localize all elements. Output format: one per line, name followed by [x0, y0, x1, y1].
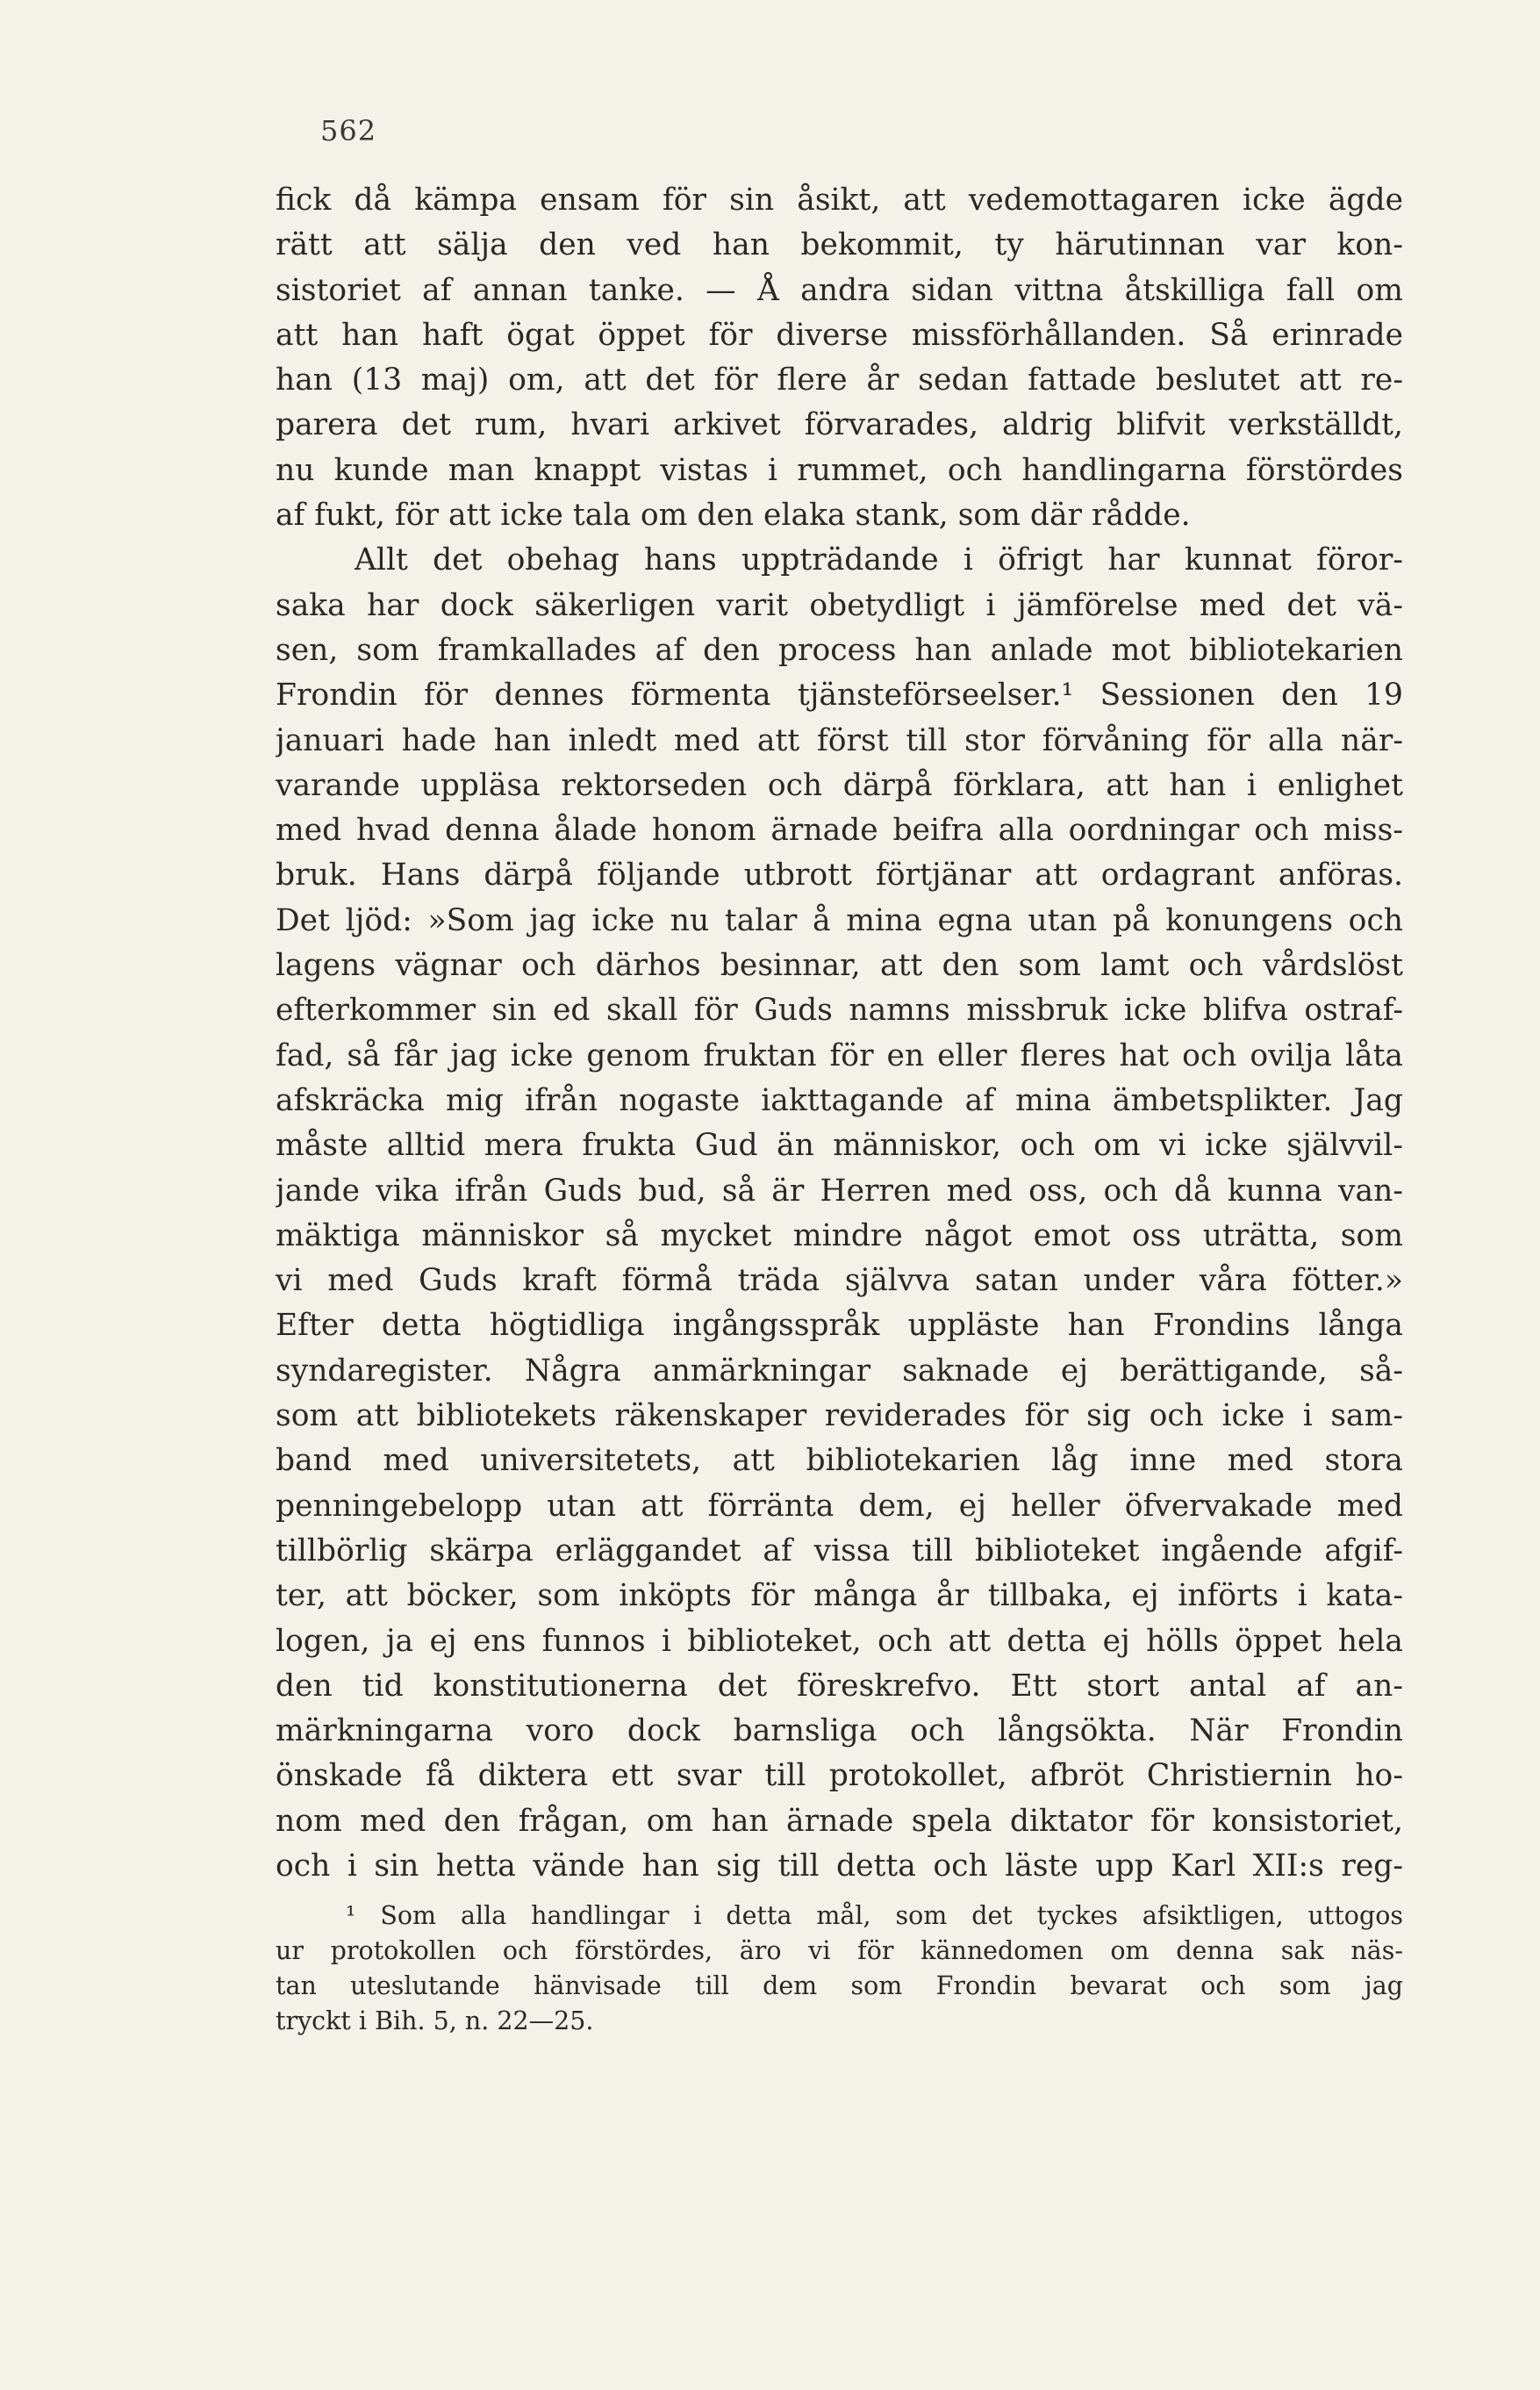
text-line: Allt det obehag hans uppträdande i öfrigt har kunnat föror- — [355, 542, 1403, 578]
text-line: fad, så får jag icke genom fruktan för en eller fleres hat och ovilja låta — [276, 1037, 1403, 1073]
text-line: vi med Guds kraft förmå träda självva satan under våra fötter.» — [276, 1263, 1403, 1299]
text-line: parera det rum, hvari arkivet förvarades, aldrig blifvit verkställdt, — [276, 407, 1403, 443]
text-line: varande uppläsa rektorseden och därpå förklara, att han i enlighet — [276, 767, 1403, 803]
text-line: Det ljöd: »Som jag icke nu talar å mina egna utan på konungens och — [276, 902, 1403, 938]
page-number: 562 — [320, 114, 377, 147]
text-line: den tid konstitutionerna det föreskrefvo. Ett stort antal af an- — [276, 1668, 1403, 1704]
footnote-line: ¹ Som alla handlingar i detta mål, som det tyckes afsiktligen, uttogos — [346, 1901, 1403, 1930]
footnotes — [276, 1898, 1403, 2039]
footnote-line: tan uteslutande hänvisade till dem som Frondin bevarat och som jag — [276, 1971, 1403, 2000]
text-line: som att bibliotekets räkenskaper reviderades för sig och icke i sam- — [276, 1398, 1403, 1434]
text-line: saka har dock säkerligen varit obetydligt i jämförelse med det vä- — [276, 587, 1403, 623]
text-line: logen, ja ej ens funnos i biblioteket, och att detta ej hölls öppet hela — [276, 1623, 1403, 1659]
text-line: bruk. Hans därpå följande utbrott förtjänar att ordagrant anföras. — [276, 858, 1403, 894]
body-text — [276, 178, 1403, 1889]
text-line: lagens vägnar och därhos besinnar, att den som lamt och vårdslöst — [276, 948, 1403, 984]
text-line: nu kunde man knappt vistas i rummet, och handlingarna förstördes — [276, 452, 1403, 488]
text-line: tillbörlig skärpa erläggandet af vissa till biblioteket ingående afgif- — [276, 1532, 1403, 1568]
text-line: Efter detta högtidliga ingångsspråk uppläste han Frondins långa — [276, 1308, 1403, 1344]
text-line: ter, att böcker, som inköpts för många år tillbaka, ej införts i kata- — [276, 1578, 1403, 1614]
text-line: nom med den frågan, om han ärnade spela diktator för konsistoriet, — [276, 1803, 1403, 1839]
text-line: af fukt, för att icke tala om den elaka stank, som där rådde. — [276, 498, 1191, 534]
text-line: januari hade han inledt med att först till stor förvåning för alla när- — [276, 722, 1403, 758]
text-line: måste alltid mera frukta Gud än människor, och om vi icke självvil- — [276, 1128, 1403, 1164]
footnote-line: tryckt i Bih. 5, n. 22—25. — [276, 2006, 594, 2035]
text-line: penningebelopp utan att förränta dem, ej heller öfvervakade med — [276, 1488, 1403, 1524]
text-line: han (13 maj) om, att det för flere år sedan fattade beslutet att re- — [276, 362, 1403, 398]
text-line: sistoriet af annan tanke. — Å andra sidan vittna åtskilliga fall om — [276, 272, 1403, 308]
text-line: Frondin för dennes förmenta tjänsteförseelser.¹ Sessionen den 19 — [276, 678, 1403, 714]
text-line: jande vika ifrån Guds bud, så är Herren med oss, och då kunna van- — [276, 1173, 1403, 1209]
text-line: mäktiga människor så mycket mindre något emot oss uträtta, som — [276, 1217, 1403, 1253]
footnote-line: ur protokollen och förstördes, äro vi för kännedomen om denna sak näs- — [276, 1936, 1403, 1965]
text-line: band med universitetets, att bibliotekarien låg inne med stora — [276, 1443, 1403, 1479]
text-line: efterkommer sin ed skall för Guds namns missbruk icke blifva ostraf- — [276, 993, 1403, 1029]
text-line: fick då kämpa ensam för sin åsikt, att vedemottagaren icke ägde — [276, 183, 1403, 218]
text-line: syndaregister. Några anmärkningar saknade ej berättigande, så- — [276, 1353, 1403, 1389]
text-line: sen, som framkallades af den process han anlade mot bibliotekarien — [276, 632, 1403, 668]
text-line: rätt att sälja den ved han bekommit, ty härutinnan var kon- — [276, 227, 1403, 263]
text-line: att han haft ögat öppet för diverse missförhållanden. Så erinrade — [276, 317, 1403, 353]
text-line: afskräcka mig ifrån nogaste iakttagande af mina ämbetsplikter. Jag — [276, 1082, 1403, 1118]
text-line: önskade få diktera ett svar till protokollet, afbröt Christiernin ho- — [276, 1758, 1403, 1794]
text-line: med hvad denna ålade honom ärnade beifra alla oordningar och miss- — [276, 813, 1403, 849]
text-line: och i sin hetta vände han sig till detta och läste upp Karl XII:s reg- — [276, 1848, 1403, 1884]
text-line: märkningarna voro dock barnsliga och långsökta. När Frondin — [276, 1713, 1403, 1749]
